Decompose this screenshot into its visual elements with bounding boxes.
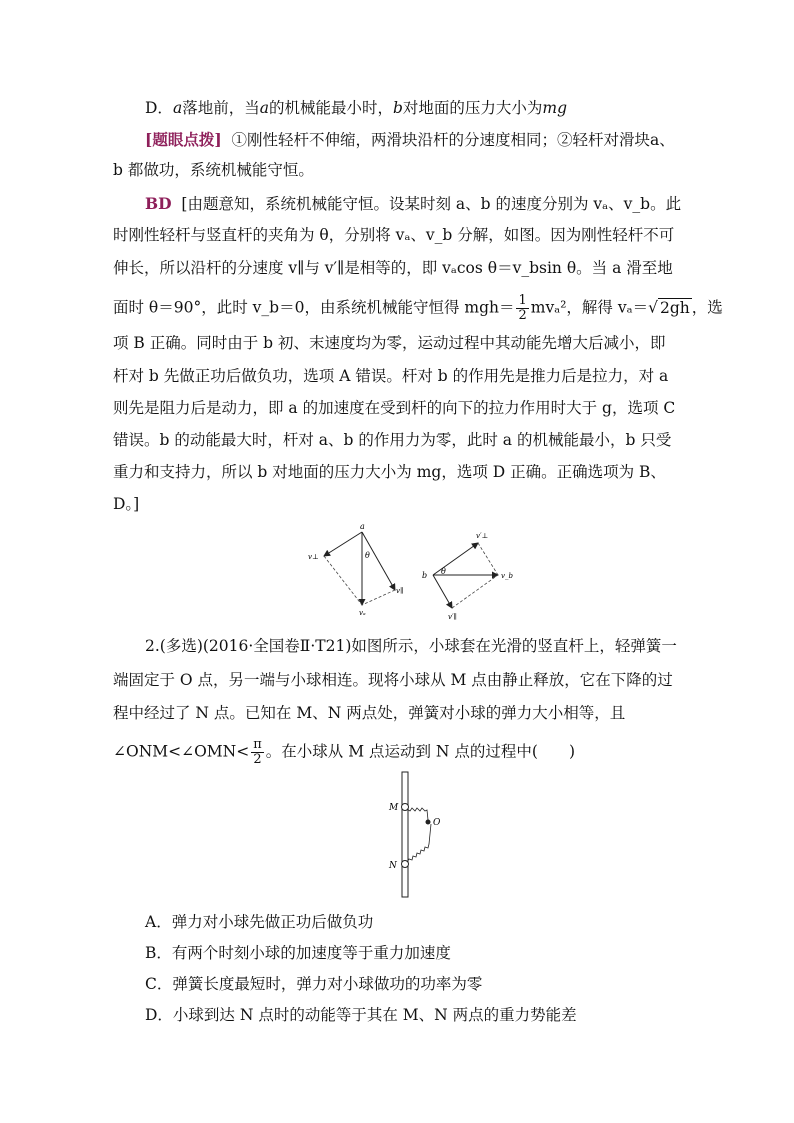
- answer-line-10: D。]: [113, 495, 140, 513]
- answer-line-4: 面时 θ＝90°，此时 v_b＝0，由系统机械能守恒得 mgh＝ $\frac{1}{2}$ mvₐ²，解得 vₐ＝√ 2gh ，选: [113, 293, 723, 323]
- label-va: vₐ: [359, 609, 366, 617]
- answer-line-1: BD [由题意知，系统机械能守恒。设某时刻 a、b 的速度分别为 vₐ、v_b。此: [145, 194, 682, 213]
- label-a: a: [360, 522, 365, 531]
- spring-rod-figure: [380, 770, 450, 900]
- hint-tag: [题眼点拨]: [145, 130, 222, 149]
- label-O: O: [433, 818, 441, 828]
- option-c: C．弹簧长度最短时，弹力对小球做功的功率为零: [145, 975, 483, 993]
- option-d: D．小球到达 N 点时的动能等于其在 M、N 两点的重力势能差: [145, 1006, 577, 1024]
- fraction-pi-over-2: $\frac{\pi}{2}$: [253, 737, 262, 767]
- label-N: N: [389, 861, 397, 871]
- sqrt-2gh: 2gh: [659, 298, 690, 317]
- velocity-decomposition-figure: [300, 520, 530, 625]
- answer-line-3: 伸长，所以沿杆的分速度 v∥与 v′∥是相等的，即 vₐcos θ＝v_bsin θ。当 a 滑至地: [113, 259, 673, 277]
- hint-line-2: b 都做功，系统机械能守恒。: [113, 161, 314, 179]
- option-b: B．有两个时刻小球的加速度等于重力加速度: [145, 944, 451, 962]
- answer-line-8: 错误。b 的动能最大时，杆对 a、b 的作用力为零，此时 a 的机械能最小，b 只受: [113, 431, 672, 449]
- label-v-perp: v⊥: [308, 553, 319, 561]
- fraction-half: $\frac{1}{2}$: [518, 293, 527, 323]
- label-theta-2: θ: [441, 567, 446, 576]
- answer-line-9: 重力和支持力，所以 b 对地面的压力大小为 mg，选项 D 正确。正确选项为 B、: [113, 463, 666, 481]
- label-vb: v_b: [501, 572, 513, 580]
- answer-line-7: 则先是阻力后是动力，即 a 的加速度在受到杆的向下的拉力作用时大于 g，选项 C: [113, 399, 676, 417]
- label-v-parallel: v∥: [396, 587, 404, 595]
- answer-line-6: 杆对 b 先做正功后做负功，选项 A 错误。杆对 b 的作用先是推力后是拉力，对 a: [113, 367, 669, 385]
- label-v-perp-prime: v′⊥: [476, 532, 489, 540]
- label-theta-1: θ: [365, 551, 370, 560]
- answer-tag: BD: [145, 194, 172, 213]
- question2-line-3: 程中经过了 N 点。已知在 M、N 两点处，弹簧对小球的弹力大小相等，且: [113, 704, 626, 722]
- label-b: b: [422, 571, 428, 580]
- option-a: A．弹力对小球先做正功后做负功: [145, 913, 374, 931]
- prev-option-d: D．a落地前，当a的机械能最小时，b对地面的压力大小为mg: [145, 99, 568, 117]
- question2-line-2: 端固定于 O 点，另一端与小球相连。现将小球从 M 点由静止释放，它在下降的过: [113, 671, 673, 689]
- label-M: M: [389, 803, 399, 813]
- question2-line-1: 2.(多选)(2016·全国卷Ⅱ·T21)如图所示，小球套在光滑的竖直杆上，轻弹簧一: [145, 637, 677, 655]
- question2-line-4: ∠ONM<∠OMN< $\frac{\pi}{2}$ 。在小球从 M 点运动到 N 点的过程中( ): [113, 737, 576, 767]
- hint-line-1: [题眼点拨] ①刚性轻杆不伸缩，两滑块沿杆的分速度相同；②轻杆对滑块a、: [145, 130, 675, 149]
- label-v-parallel-prime: v′∥: [448, 613, 457, 621]
- answer-line-5: 项 B 正确。同时由于 b 初、末速度均为零，运动过程中其动能先增大后减小，即: [113, 334, 666, 352]
- answer-line-2: 时刚性轻杆与竖直杆的夹角为 θ，分别将 vₐ、v_b 分解，如图。因为刚性轻杆不可: [113, 226, 675, 244]
